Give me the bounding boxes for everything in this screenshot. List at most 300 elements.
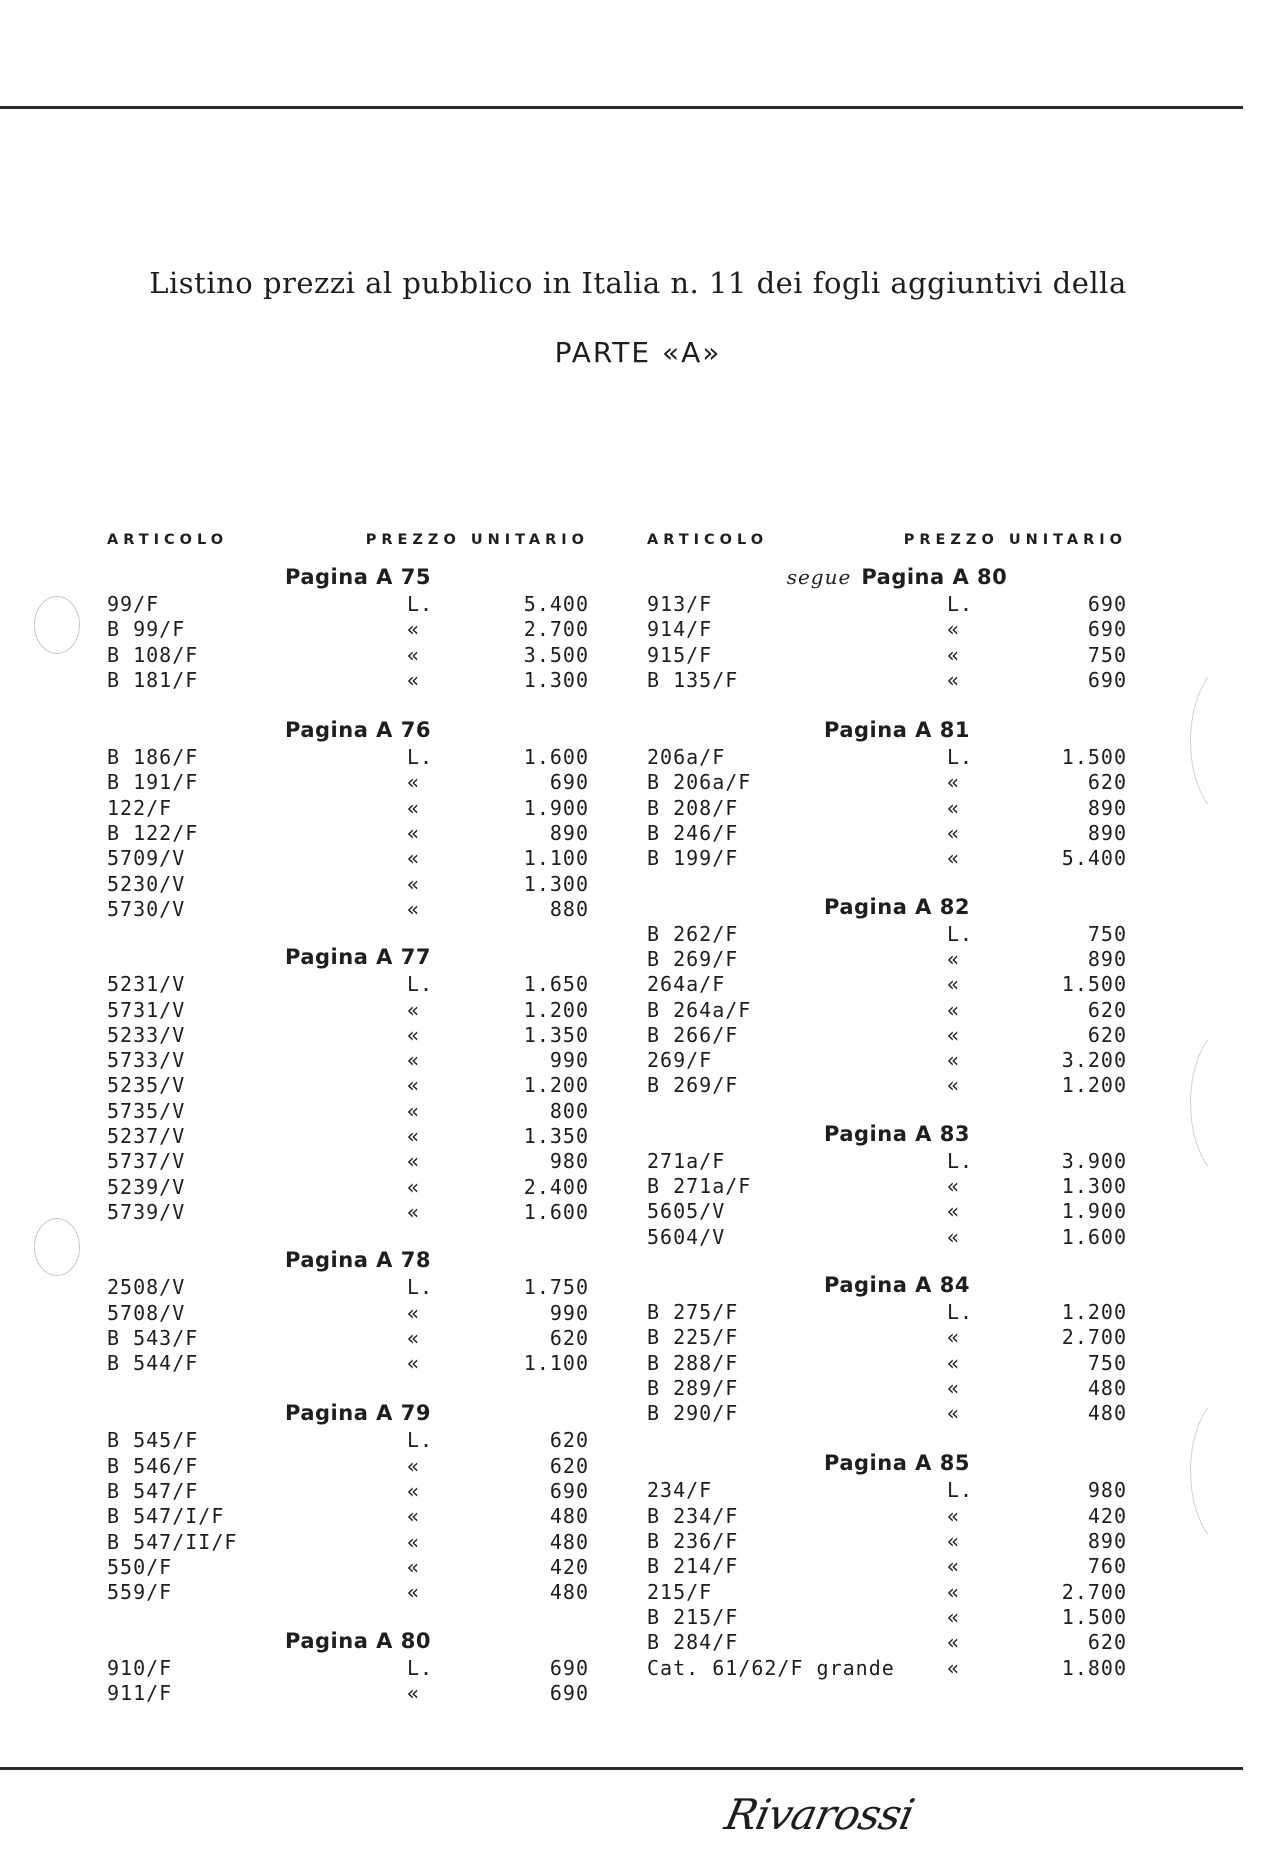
section-title <box>107 1398 589 1428</box>
price-row <box>647 1199 1127 1224</box>
article-code: 122/F <box>107 795 173 820</box>
section-note: segue <box>786 565 852 589</box>
article-code: B 262/F <box>647 921 739 946</box>
currency-mark: L. <box>947 1478 974 1503</box>
header-prezzo: PREZZO UNITARIO <box>903 532 1127 548</box>
article-code: B 269/F <box>647 1073 739 1098</box>
article-code: B 206a/F <box>647 770 752 795</box>
price-value: 620 <box>1087 770 1127 795</box>
article-code: B 186/F <box>107 745 199 770</box>
section-title-text: Pagina A 78 <box>285 1248 431 1273</box>
price-value: 2.700 <box>1061 1325 1127 1350</box>
price-value: 890 <box>1087 946 1127 971</box>
currency-mark: « <box>407 896 421 921</box>
price-row <box>107 872 589 897</box>
price-row <box>647 821 1127 846</box>
header-articolo: ARTICOLO <box>647 532 769 548</box>
price-value: 750 <box>1087 642 1127 667</box>
price-value: 880 <box>549 896 589 921</box>
price-row <box>107 1351 589 1376</box>
currency-mark: « <box>407 1300 421 1325</box>
article-code: B 546/F <box>107 1453 199 1478</box>
price-value: 1.350 <box>523 1124 589 1149</box>
article-code: 550/F <box>107 1554 173 1579</box>
price-value: 980 <box>549 1149 589 1174</box>
price-row <box>647 1325 1127 1350</box>
price-row <box>107 1530 589 1555</box>
article-code: 915/F <box>647 642 713 667</box>
price-row <box>107 643 589 668</box>
price-row <box>647 770 1127 795</box>
currency-mark: « <box>407 846 421 871</box>
currency-mark: « <box>947 795 961 820</box>
brand-logo: Rivarossi <box>720 1790 918 1839</box>
right-sections <box>647 562 1127 1681</box>
article-code: 5605/V <box>647 1199 726 1224</box>
currency-mark: « <box>407 1504 421 1529</box>
price-row <box>107 1175 589 1200</box>
price-row <box>647 1300 1127 1325</box>
price-value: 480 <box>1087 1375 1127 1400</box>
header-prezzo: PREZZO UNITARIO <box>365 532 589 548</box>
article-code: 5731/V <box>107 997 186 1022</box>
price-section <box>647 1119 1127 1250</box>
price-row <box>647 796 1127 821</box>
price-value: 5.400 <box>523 592 589 616</box>
article-code: 5233/V <box>107 1022 186 1047</box>
price-row <box>647 1580 1127 1605</box>
article-code: B 191/F <box>107 770 199 795</box>
price-value: 480 <box>1087 1401 1127 1426</box>
currency-mark: « <box>947 1224 961 1249</box>
price-row <box>647 1351 1127 1376</box>
right-price-column <box>647 532 1127 1681</box>
article-code: B 264a/F <box>647 997 752 1022</box>
binder-arc-3 <box>1190 1390 1276 1552</box>
price-value: 620 <box>549 1325 589 1350</box>
article-code: Cat. 61/62/F grande <box>647 1655 895 1680</box>
article-code: B 208/F <box>647 795 739 820</box>
price-section <box>107 1398 589 1605</box>
article-code: B 545/F <box>107 1428 199 1453</box>
currency-mark: « <box>947 821 961 846</box>
price-row <box>647 1504 1127 1529</box>
price-value: 750 <box>1087 1350 1127 1375</box>
article-code: 910/F <box>107 1655 173 1680</box>
price-row <box>107 897 589 922</box>
currency-mark: « <box>407 1174 421 1199</box>
currency-mark: « <box>947 1554 961 1579</box>
price-value: 620 <box>1087 1022 1127 1047</box>
price-value: 620 <box>549 1428 589 1453</box>
currency-mark: « <box>947 1350 961 1375</box>
currency-mark: « <box>407 1479 421 1504</box>
price-value: 800 <box>549 1098 589 1123</box>
currency-mark: « <box>407 1073 421 1098</box>
price-section <box>107 1626 589 1707</box>
currency-mark: « <box>947 1579 961 1604</box>
price-value: 890 <box>549 821 589 846</box>
section-title-text: Pagina A 76 <box>285 718 431 743</box>
price-section <box>107 942 589 1225</box>
currency-mark: « <box>947 1174 961 1199</box>
price-row <box>107 1275 589 1300</box>
price-section <box>107 562 589 693</box>
price-value: 690 <box>549 1479 589 1504</box>
currency-mark: « <box>947 1073 961 1098</box>
currency-mark: « <box>947 946 961 971</box>
price-row <box>647 947 1127 972</box>
currency-mark: « <box>407 1098 421 1123</box>
price-row <box>107 1504 589 1529</box>
currency-mark: L. <box>947 1299 974 1324</box>
price-value: 1.650 <box>523 972 589 997</box>
section-title-text: Pagina A 80 <box>861 565 1008 589</box>
price-value: 890 <box>1087 821 1127 846</box>
section-title-text: Pagina A 84 <box>824 1272 970 1297</box>
price-value: 1.750 <box>523 1275 589 1300</box>
section-title-text: Pagina A 79 <box>285 1401 431 1426</box>
currency-mark: « <box>947 1604 961 1629</box>
section-title <box>647 892 1127 922</box>
price-row <box>107 592 589 617</box>
price-value: 750 <box>1087 921 1127 946</box>
price-value: 620 <box>1087 1630 1127 1655</box>
currency-mark: L. <box>407 972 434 997</box>
currency-mark: « <box>407 1529 421 1554</box>
price-row <box>107 1048 589 1073</box>
article-code: 5230/V <box>107 871 186 896</box>
currency-mark: L. <box>407 1275 434 1300</box>
currency-mark: « <box>407 667 421 692</box>
price-row <box>647 1174 1127 1199</box>
price-row <box>107 1073 589 1098</box>
section-title-text: Pagina A 80 <box>285 1628 431 1653</box>
price-value: 1.200 <box>1061 1073 1127 1098</box>
price-value: 1.300 <box>523 871 589 896</box>
price-row <box>107 1023 589 1048</box>
currency-mark: « <box>947 1199 961 1224</box>
currency-mark: « <box>407 1554 421 1579</box>
currency-mark: « <box>407 821 421 846</box>
price-row <box>647 1605 1127 1630</box>
price-row <box>107 1428 589 1453</box>
section-title-text: Pagina A 77 <box>285 945 431 970</box>
price-value: 990 <box>549 1048 589 1073</box>
price-value: 890 <box>1087 795 1127 820</box>
price-row <box>647 1376 1127 1401</box>
currency-mark: « <box>947 1022 961 1047</box>
article-code: B 547/F <box>107 1479 199 1504</box>
article-code: B 290/F <box>647 1401 739 1426</box>
price-value: 1.100 <box>523 846 589 871</box>
article-code: B 284/F <box>647 1630 739 1655</box>
price-value: 1.600 <box>523 745 589 770</box>
bottom-rule <box>0 1767 1243 1770</box>
price-value: 690 <box>1087 592 1127 616</box>
price-row <box>647 617 1127 642</box>
article-code: B 543/F <box>107 1325 199 1350</box>
article-code: B 275/F <box>647 1299 739 1324</box>
price-value: 1.800 <box>1061 1655 1127 1680</box>
price-value: 480 <box>549 1529 589 1554</box>
price-row <box>107 846 589 871</box>
currency-mark: « <box>947 1529 961 1554</box>
price-value: 980 <box>1087 1478 1127 1503</box>
price-value: 1.100 <box>523 1351 589 1376</box>
price-row <box>647 1401 1127 1426</box>
currency-mark: L. <box>407 745 434 770</box>
article-code: B 269/F <box>647 946 739 971</box>
currency-mark: « <box>407 871 421 896</box>
article-code: 5737/V <box>107 1149 186 1174</box>
left-sections <box>107 562 589 1706</box>
article-code: 914/F <box>647 617 713 642</box>
article-code: 913/F <box>647 592 713 616</box>
article-code: 5739/V <box>107 1199 186 1224</box>
currency-mark: « <box>947 770 961 795</box>
currency-mark: « <box>947 667 961 692</box>
section-title-text: Pagina A 85 <box>824 1451 970 1476</box>
price-row <box>107 1200 589 1225</box>
top-rule <box>0 106 1243 109</box>
price-row <box>107 1099 589 1124</box>
currency-mark: L. <box>947 592 974 616</box>
article-code: B 544/F <box>107 1351 199 1376</box>
article-code: 5733/V <box>107 1048 186 1073</box>
price-row <box>647 1225 1127 1250</box>
price-row <box>647 846 1127 871</box>
article-code: B 288/F <box>647 1350 739 1375</box>
article-code: B 236/F <box>647 1529 739 1554</box>
price-value: 1.600 <box>1061 1224 1127 1249</box>
left-price-column <box>107 532 589 1706</box>
section-title-text: Pagina A 75 <box>285 565 431 589</box>
price-row <box>647 1048 1127 1073</box>
currency-mark: « <box>407 997 421 1022</box>
price-value: 690 <box>1087 667 1127 692</box>
price-row <box>107 745 589 770</box>
currency-mark: « <box>947 617 961 642</box>
article-code: B 271a/F <box>647 1174 752 1199</box>
article-code: B 135/F <box>647 667 739 692</box>
currency-mark: « <box>947 1048 961 1073</box>
section-title-text: Pagina A 81 <box>824 718 970 743</box>
currency-mark: « <box>947 1401 961 1426</box>
currency-mark: « <box>407 1149 421 1174</box>
currency-mark: L. <box>947 1148 974 1173</box>
currency-mark: L. <box>947 921 974 946</box>
article-code: 264a/F <box>647 972 726 997</box>
price-section <box>647 562 1127 693</box>
binder-hole-bottom <box>34 1218 80 1276</box>
currency-mark: « <box>407 795 421 820</box>
price-row <box>107 1301 589 1326</box>
section-title <box>647 562 1127 592</box>
price-section <box>647 892 1127 1099</box>
section-title <box>647 1119 1127 1149</box>
currency-mark: « <box>407 770 421 795</box>
currency-mark: « <box>407 642 421 667</box>
price-row <box>107 1149 589 1174</box>
section-title <box>647 1448 1127 1478</box>
price-row <box>107 1326 589 1351</box>
price-row <box>107 1656 589 1681</box>
price-row <box>107 668 589 693</box>
price-value: 620 <box>549 1453 589 1478</box>
price-value: 3.200 <box>1061 1048 1127 1073</box>
article-code: 5709/V <box>107 846 186 871</box>
price-row <box>647 745 1127 770</box>
article-code: 5730/V <box>107 896 186 921</box>
price-value: 420 <box>549 1554 589 1579</box>
price-row <box>647 1630 1127 1655</box>
price-section <box>107 1245 589 1376</box>
article-code: 234/F <box>647 1478 713 1503</box>
price-row <box>647 922 1127 947</box>
currency-mark: « <box>407 1680 421 1705</box>
price-row <box>107 1479 589 1504</box>
price-value: 480 <box>549 1580 589 1605</box>
price-value: 1.300 <box>1061 1174 1127 1199</box>
page-subtitle: PARTE «A» <box>554 336 722 369</box>
price-value: 620 <box>1087 997 1127 1022</box>
article-code: B 181/F <box>107 667 199 692</box>
price-value: 1.200 <box>523 997 589 1022</box>
article-code: 5239/V <box>107 1174 186 1199</box>
price-row <box>647 998 1127 1023</box>
price-value: 1.900 <box>1061 1199 1127 1224</box>
price-row <box>647 1529 1127 1554</box>
price-section <box>107 715 589 922</box>
article-code: B 547/II/F <box>107 1529 238 1554</box>
article-code: 5735/V <box>107 1098 186 1123</box>
price-value: 2.700 <box>1061 1579 1127 1604</box>
currency-mark: « <box>407 1199 421 1224</box>
article-code: 215/F <box>647 1579 713 1604</box>
price-value: 1.500 <box>1061 745 1127 770</box>
price-section <box>647 1448 1127 1680</box>
price-section <box>647 1270 1127 1426</box>
currency-mark: « <box>947 642 961 667</box>
price-row <box>647 1073 1127 1098</box>
price-value: 1.500 <box>1061 1604 1127 1629</box>
currency-mark: « <box>407 1351 421 1376</box>
price-value: 1.500 <box>1061 972 1127 997</box>
section-title-text: Pagina A 83 <box>824 1121 970 1146</box>
section-title-text: Pagina A 82 <box>824 894 970 919</box>
currency-mark: L. <box>407 592 434 616</box>
currency-mark: « <box>407 617 421 642</box>
currency-mark: « <box>947 1375 961 1400</box>
price-value: 690 <box>549 1680 589 1705</box>
price-value: 2.700 <box>523 617 589 642</box>
price-value: 1.350 <box>523 1022 589 1047</box>
section-title <box>107 1626 589 1656</box>
binder-arc-1 <box>1190 660 1276 822</box>
article-code: 911/F <box>107 1680 173 1705</box>
currency-mark: « <box>947 997 961 1022</box>
currency-mark: « <box>947 1655 961 1680</box>
price-row <box>647 1656 1127 1681</box>
price-value: 690 <box>549 770 589 795</box>
currency-mark: L. <box>407 1428 434 1453</box>
article-code: B 122/F <box>107 821 199 846</box>
price-row <box>647 1478 1127 1503</box>
price-row <box>107 821 589 846</box>
price-value: 1.900 <box>523 795 589 820</box>
currency-mark: « <box>947 1325 961 1350</box>
price-value: 480 <box>549 1504 589 1529</box>
price-row <box>647 1149 1127 1174</box>
price-value: 1.600 <box>523 1199 589 1224</box>
price-row <box>107 1124 589 1149</box>
section-title <box>107 942 589 972</box>
article-code: B 266/F <box>647 1022 739 1047</box>
price-row <box>107 972 589 997</box>
article-code: 5604/V <box>647 1224 726 1249</box>
section-title <box>107 1245 589 1275</box>
article-code: 99/F <box>107 592 160 616</box>
currency-mark: « <box>407 1580 421 1605</box>
price-value: 1.300 <box>523 667 589 692</box>
header-articolo: ARTICOLO <box>107 532 229 548</box>
price-row <box>107 1681 589 1706</box>
currency-mark: « <box>407 1325 421 1350</box>
article-code: 5708/V <box>107 1300 186 1325</box>
currency-mark: L. <box>407 1655 434 1680</box>
currency-mark: « <box>947 972 961 997</box>
currency-mark: « <box>947 846 961 871</box>
binder-arc-2 <box>1190 1022 1276 1184</box>
price-row <box>107 617 589 642</box>
price-row <box>107 1454 589 1479</box>
article-code: B 199/F <box>647 846 739 871</box>
price-value: 3.500 <box>523 642 589 667</box>
article-code: B 99/F <box>107 617 186 642</box>
article-code: B 547/I/F <box>107 1504 225 1529</box>
price-row <box>107 1555 589 1580</box>
article-code: B 289/F <box>647 1375 739 1400</box>
column-header <box>647 532 1127 562</box>
section-title <box>647 1270 1127 1300</box>
price-row <box>107 770 589 795</box>
article-code: 5235/V <box>107 1073 186 1098</box>
page-title: Listino prezzi al pubblico in Italia n. 11 dei fogli aggiuntivi della <box>149 266 1127 300</box>
price-row <box>647 1023 1127 1048</box>
price-value: 1.200 <box>1061 1299 1127 1324</box>
article-code: B 234/F <box>647 1503 739 1528</box>
price-section <box>647 715 1127 871</box>
price-value: 690 <box>1087 617 1127 642</box>
binder-hole-top <box>34 596 80 654</box>
price-row <box>107 1580 589 1605</box>
article-code: 206a/F <box>647 745 726 770</box>
price-value: 690 <box>549 1655 589 1680</box>
article-code: B 215/F <box>647 1604 739 1629</box>
article-code: 2508/V <box>107 1275 186 1300</box>
price-value: 760 <box>1087 1554 1127 1579</box>
article-code: B 225/F <box>647 1325 739 1350</box>
price-row <box>647 972 1127 997</box>
price-row <box>647 668 1127 693</box>
article-code: 559/F <box>107 1580 173 1605</box>
currency-mark: « <box>407 1124 421 1149</box>
currency-mark: « <box>407 1022 421 1047</box>
section-title <box>647 715 1127 745</box>
price-value: 990 <box>549 1300 589 1325</box>
article-code: B 214/F <box>647 1554 739 1579</box>
